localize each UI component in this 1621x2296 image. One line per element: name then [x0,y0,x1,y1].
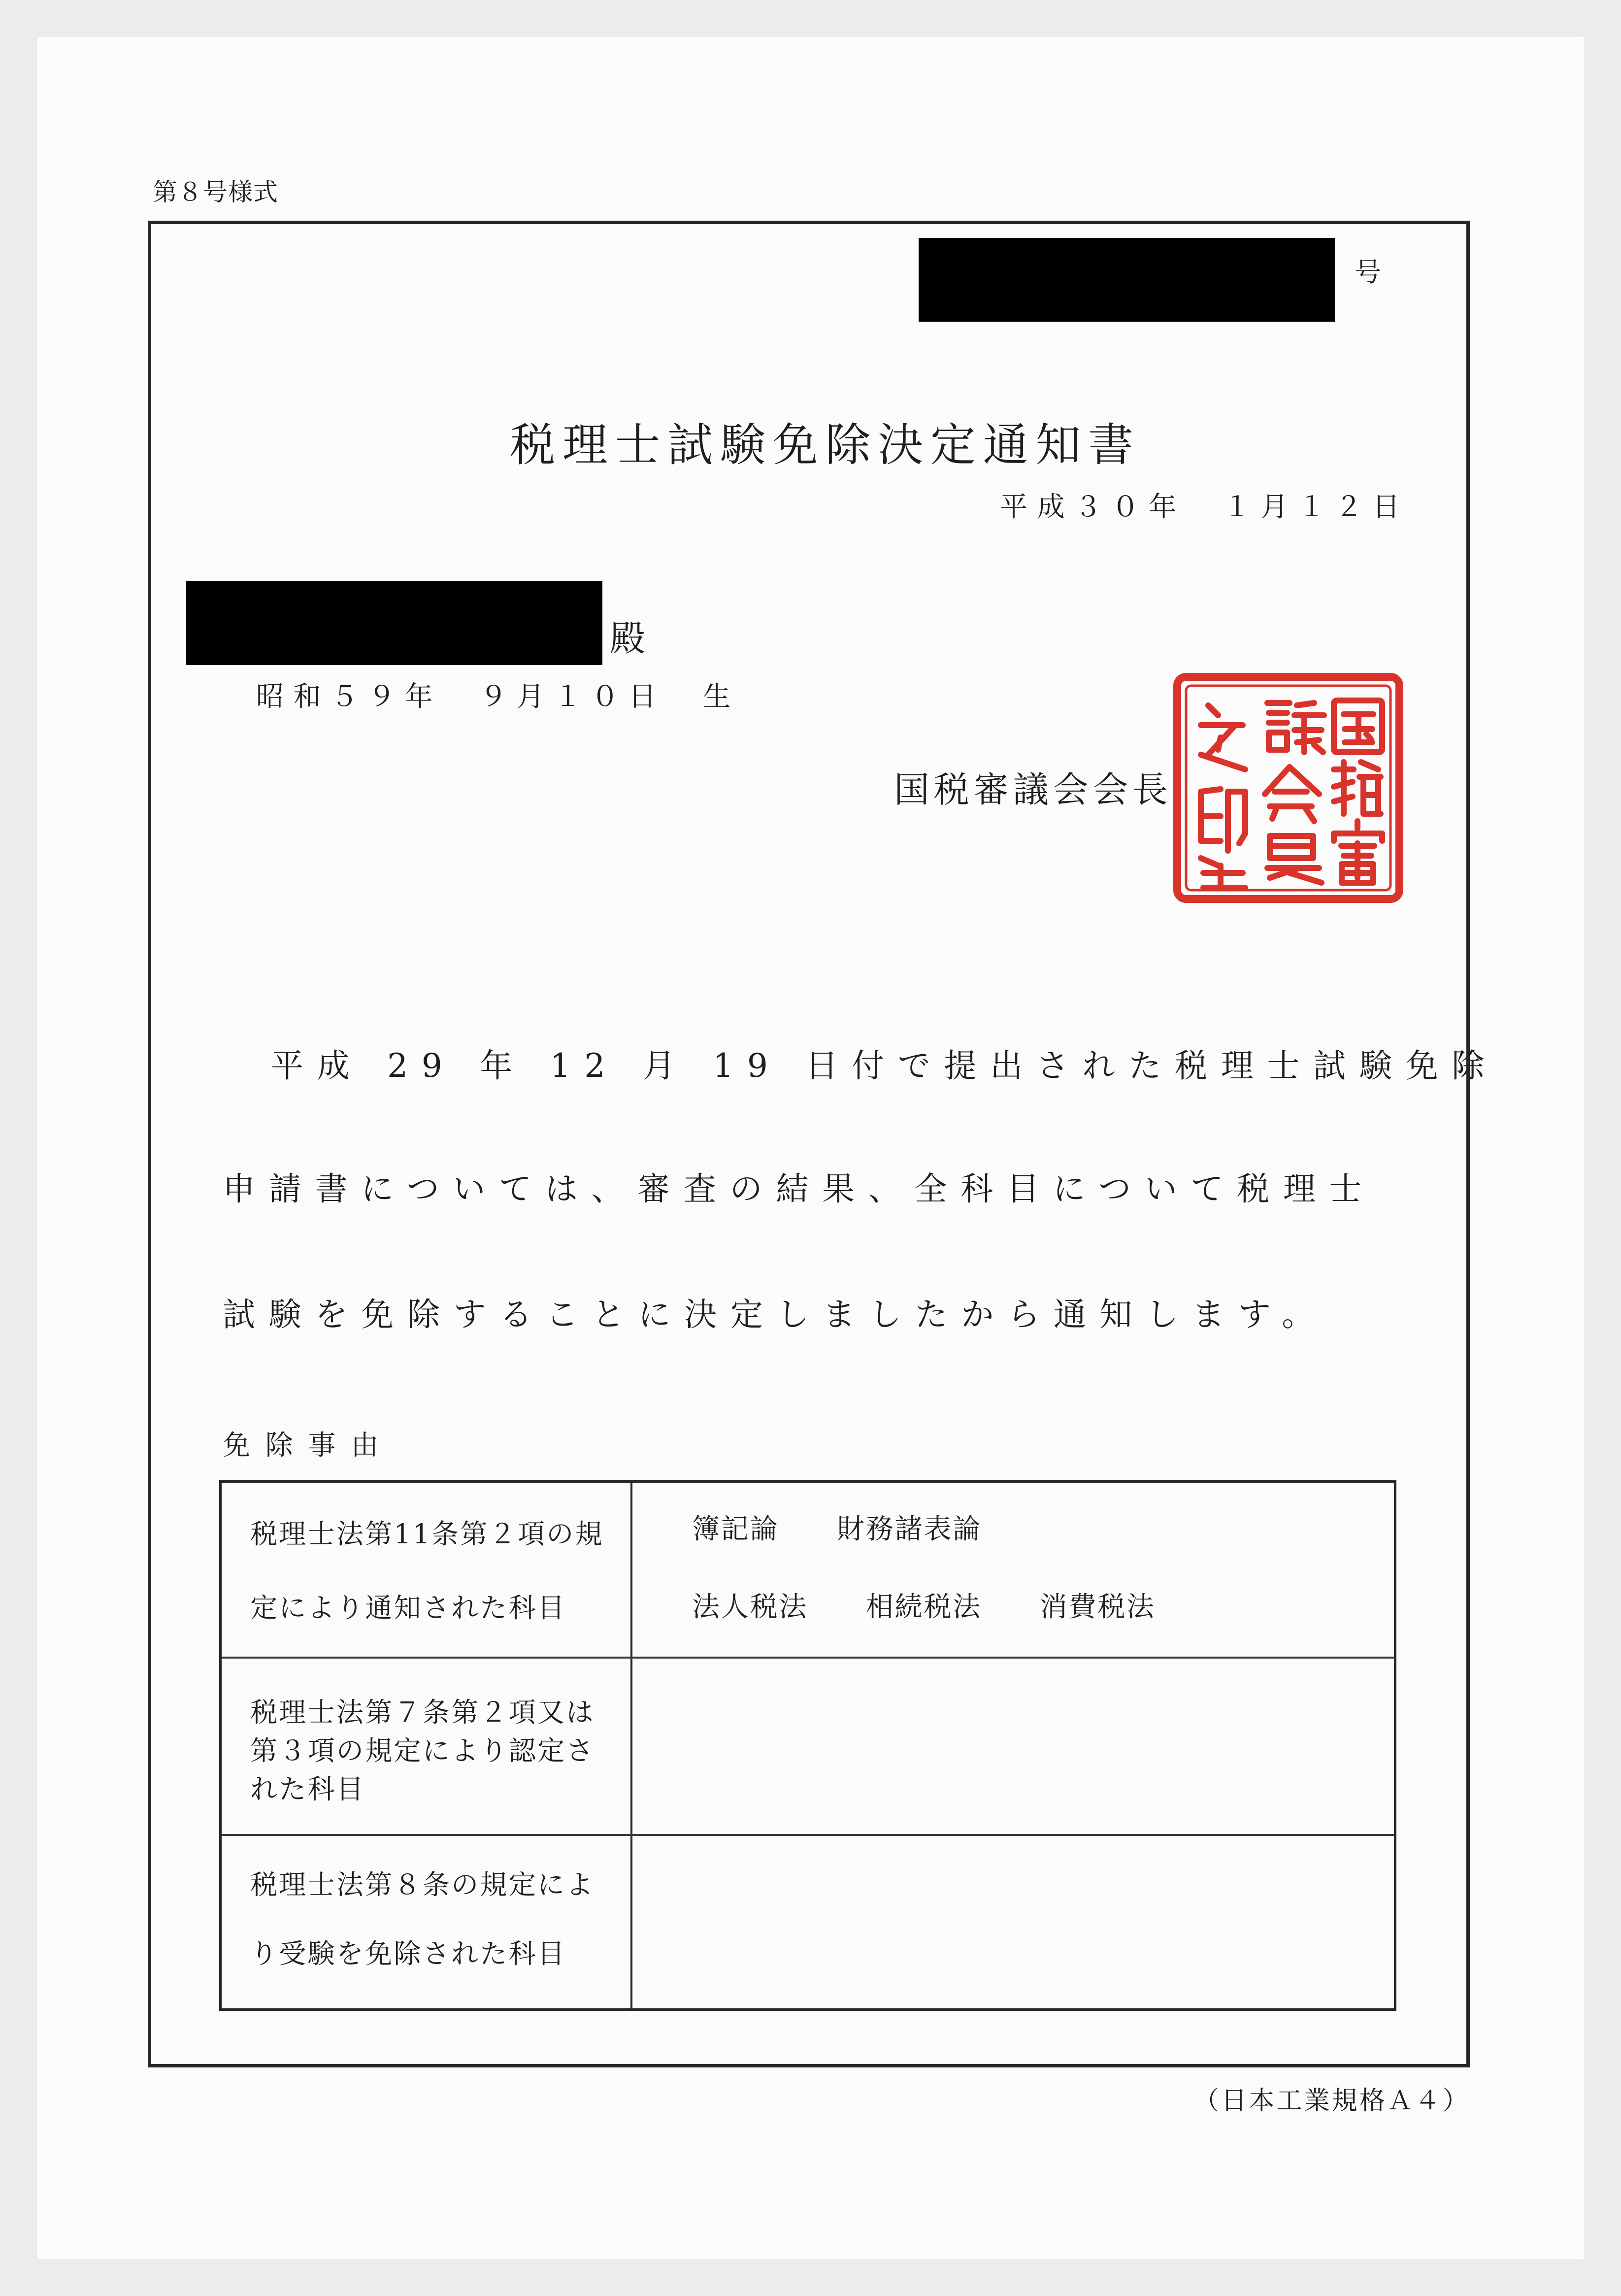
row-label-line: 税理士法第７条第２項又は [250,1697,595,1728]
subjects-line: 法人税法 相続税法 消費税法 [692,1591,1156,1623]
row-label-line: 第３項の規定により認定さ [250,1735,595,1766]
exemption-reasons-label: 免除事由 [223,1430,394,1462]
table-row [222,1659,1394,1836]
issuer-title: 国税審議会会長 [894,769,1172,810]
exemption-reasons-table [219,1480,1396,2011]
redacted-recipient-name [186,581,602,665]
redacted-document-number [919,238,1335,322]
table-row [222,1836,1394,2008]
recipient-honorific: 殿 [610,618,646,659]
official-seal [1171,671,1405,905]
recipient-birth-date: 昭和５９年 ９月１０日 生 [256,681,740,713]
paper-size-note: （日本工業規格Ａ４） [1193,2086,1470,2116]
row-label-line: り受験を免除された科目 [250,1938,566,1969]
body-line: 試験を免除することに決定しましたから通知します。 [223,1296,1328,1333]
row-label-line: 税理士法第11条第２項の規 [250,1518,604,1550]
document-title: 税理士試験免除決定通知書 [510,419,1141,471]
body-line: 平成 29 年 12 月 19 日付で提出された税理士試験免除 [271,1047,1498,1085]
table-row [222,1483,1394,1659]
issue-date: 平成３０年 １月１２日 [1000,491,1410,523]
number-suffix: 号 [1355,257,1381,288]
row-label-line: れた科目 [250,1773,365,1805]
form-number: 第８号様式 [153,178,278,206]
subjects-line: 簿記論 財務諸表論 [692,1513,982,1545]
row-label-line: 税理士法第８条の規定によ [250,1869,595,1900]
row-label-line: 定により通知された科目 [250,1592,566,1624]
body-line: 申請書については、審査の結果、全科目について税理士 [223,1170,1376,1208]
